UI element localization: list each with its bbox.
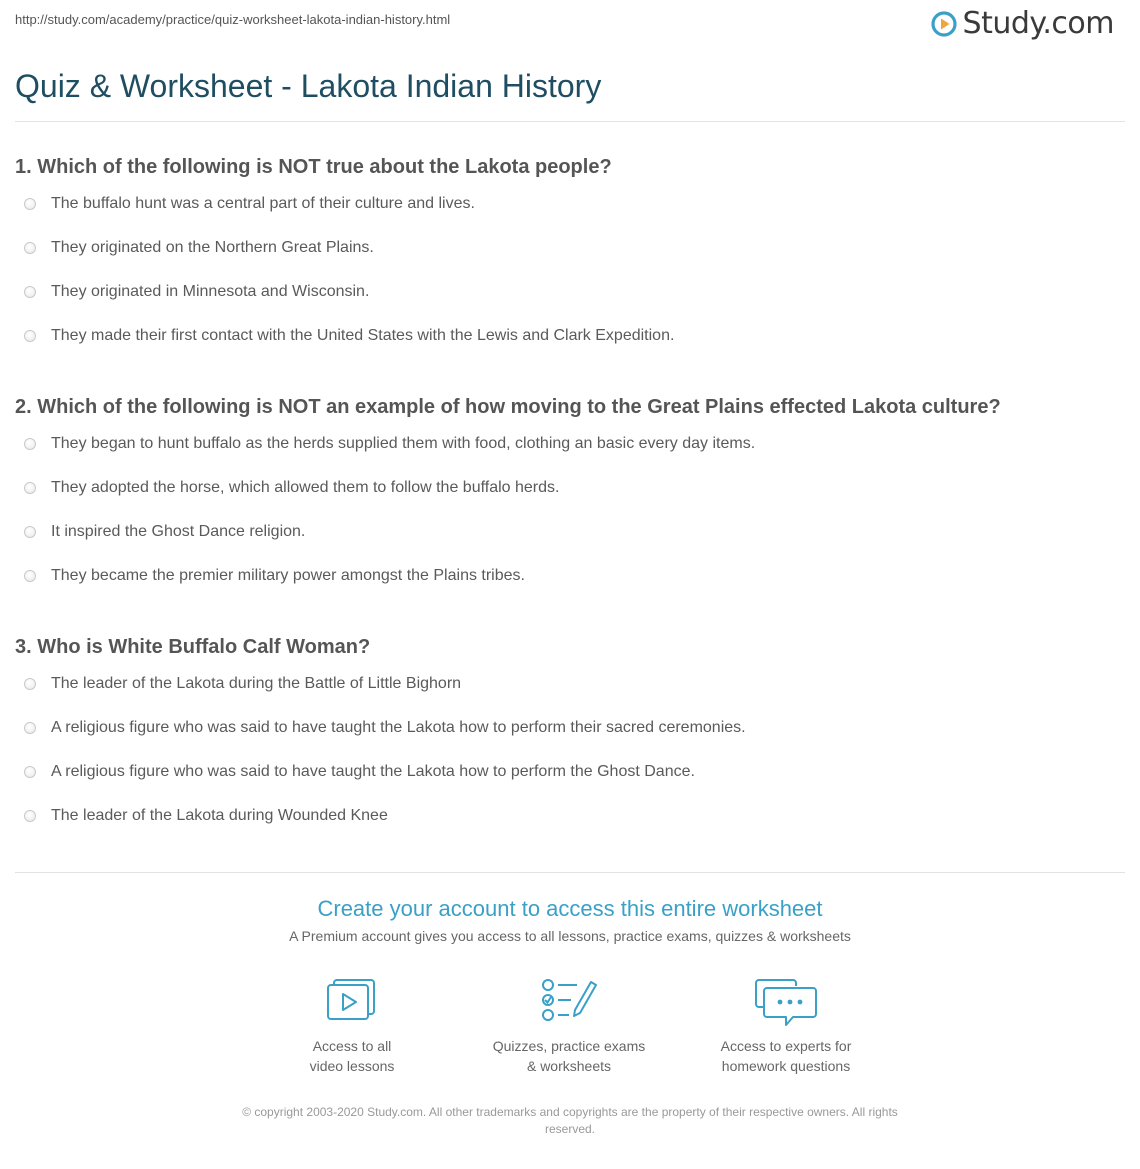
- answer-option[interactable]: [15, 523, 1125, 567]
- logo-text: Study.com: [962, 6, 1114, 41]
- feature-label: [459, 1036, 679, 1076]
- study-logo[interactable]: [931, 6, 1114, 41]
- question-text: 1. Which of the following is NOT true about the Lakota people?: [15, 156, 612, 178]
- radio-button[interactable]: [24, 438, 36, 450]
- radio-button[interactable]: [24, 198, 36, 210]
- radio-button[interactable]: [24, 722, 36, 734]
- answer-label: They began to hunt buffalo as the herds supplied them with food, clothing an basic every day items.: [51, 435, 756, 452]
- answer-label: They made their first contact with the United States with the Lewis and Clark Expedition.: [51, 327, 675, 344]
- answer-list: [15, 195, 1125, 371]
- video-lessons-icon: [324, 976, 380, 1024]
- cta-subtitle: A Premium account gives you access to all lessons, practice exams, quizzes & worksheets: [289, 928, 851, 944]
- question-2: [15, 393, 1125, 611]
- cta-title-link[interactable]: Create your account to access this entire worksheet: [317, 896, 823, 921]
- answer-option[interactable]: [15, 327, 1125, 371]
- cta-divider: [15, 872, 1125, 873]
- answer-label: A religious figure who was said to have taught the Lakota how to perform their sacred ceremonies.: [51, 719, 746, 736]
- answer-option[interactable]: [15, 479, 1125, 523]
- answer-label: They originated in Minnesota and Wisconsin.: [51, 283, 370, 300]
- quiz-checklist-icon: [539, 976, 599, 1024]
- feature-label-line: Access to all: [312, 1038, 392, 1054]
- question-text: 2. Which of the following is NOT an example of how moving to the Great Plains effected Lakota culture?: [15, 396, 1001, 418]
- radio-button[interactable]: [24, 678, 36, 690]
- play-logo-icon: [931, 11, 957, 37]
- feature-label-line: & worksheets: [526, 1058, 612, 1074]
- page-title: Quiz & Worksheet - Lakota Indian History: [15, 68, 602, 104]
- radio-button[interactable]: [24, 766, 36, 778]
- copyright-footer: [200, 1104, 940, 1138]
- answer-list: [15, 675, 1125, 851]
- answer-label: A religious figure who was said to have taught the Lakota how to perform the Ghost Dance.: [51, 763, 695, 780]
- answer-option[interactable]: [15, 239, 1125, 283]
- title-divider: [15, 121, 1125, 122]
- answer-label: They became the premier military power amongst the Plains tribes.: [51, 567, 525, 584]
- radio-button[interactable]: [24, 810, 36, 822]
- answer-option[interactable]: [15, 435, 1125, 479]
- question-1: [15, 153, 1125, 371]
- premium-cta: [0, 896, 1140, 944]
- feature-video-lessons[interactable]: [242, 976, 462, 1076]
- answer-option[interactable]: [15, 195, 1125, 239]
- answer-label: They originated on the Northern Great Plains.: [51, 239, 374, 256]
- answer-option[interactable]: [15, 807, 1125, 851]
- answer-label: They adopted the horse, which allowed them to follow the buffalo herds.: [51, 479, 560, 496]
- answer-label: The leader of the Lakota during Wounded Knee: [51, 807, 388, 824]
- feature-label-line: Quizzes, practice exams: [492, 1038, 646, 1054]
- answer-option[interactable]: [15, 675, 1125, 719]
- copyright-line: © copyright 2003-2020 Study.com. All other trademarks and copyrights are the property of their respective owners. All rights: [242, 1105, 898, 1119]
- feature-experts[interactable]: [676, 976, 896, 1076]
- feature-label-line: homework questions: [721, 1058, 851, 1074]
- radio-button[interactable]: [24, 526, 36, 538]
- answer-option[interactable]: [15, 283, 1125, 327]
- answer-option[interactable]: [15, 763, 1125, 807]
- answer-option[interactable]: [15, 719, 1125, 763]
- feature-label: [676, 1036, 896, 1076]
- feature-label: [242, 1036, 462, 1076]
- answer-list: [15, 435, 1125, 611]
- answer-label: The buffalo hunt was a central part of their culture and lives.: [51, 195, 475, 212]
- feature-label-line: Access to experts for: [720, 1038, 852, 1054]
- feature-label-line: video lessons: [309, 1058, 395, 1074]
- chat-bubble-icon: [753, 976, 819, 1028]
- radio-button[interactable]: [24, 330, 36, 342]
- answer-label: It inspired the Ghost Dance religion.: [51, 523, 306, 540]
- page-url[interactable]: http://study.com/academy/practice/quiz-worksheet-lakota-indian-history.html: [15, 12, 451, 27]
- top-bar: [0, 0, 1140, 52]
- radio-button[interactable]: [24, 242, 36, 254]
- answer-label: The leader of the Lakota during the Battle of Little Bighorn: [51, 675, 462, 692]
- radio-button[interactable]: [24, 482, 36, 494]
- feature-quizzes[interactable]: [459, 976, 679, 1076]
- copyright-line: reserved.: [544, 1122, 596, 1136]
- answer-option[interactable]: [15, 567, 1125, 611]
- question-text: 3. Who is White Buffalo Calf Woman?: [15, 636, 371, 658]
- question-3: [15, 633, 1125, 851]
- radio-button[interactable]: [24, 570, 36, 582]
- radio-button[interactable]: [24, 286, 36, 298]
